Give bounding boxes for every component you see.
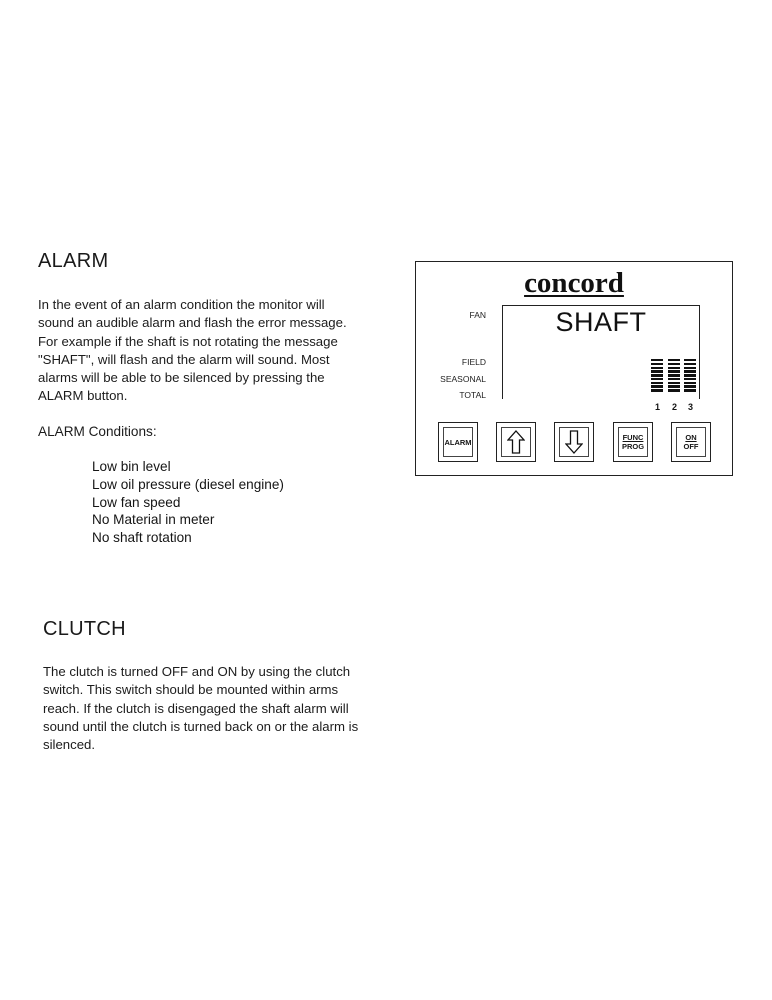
alarm-condition-item: Low fan speed: [92, 494, 181, 510]
func-prog-button[interactable]: [613, 422, 653, 462]
bar-segment: [668, 385, 680, 387]
channel-label-3: 3: [688, 402, 694, 412]
down-arrow-icon: [565, 430, 583, 454]
brand-logo: concord: [524, 267, 624, 299]
bar-segment: [668, 389, 680, 391]
alarm-heading: ALARM: [38, 250, 109, 272]
alarm-button-label: ALARM: [444, 437, 472, 447]
channel-label-2: 2: [672, 402, 678, 412]
bar-segment: [684, 378, 696, 380]
bar-segment: [684, 359, 696, 361]
bar-segment: [684, 374, 696, 376]
alarm-conditions-list: [92, 458, 284, 547]
bar-graph-channel-3: [684, 359, 696, 392]
alarm-conditions-title: ALARM Conditions:: [38, 424, 157, 439]
clutch-paragraph: [43, 663, 358, 754]
bar-segment: [651, 374, 663, 376]
down-button[interactable]: [554, 422, 594, 462]
bar-segment: [668, 370, 680, 372]
lcd-display: [502, 305, 700, 399]
up-arrow-icon: [507, 430, 525, 454]
alarm-paragraph-line: sound an audible alarm and flash the error message.: [38, 315, 347, 331]
total-label: TOTAL: [459, 390, 486, 400]
alarm-paragraph: [38, 296, 347, 406]
alarm-paragraph-line: For example if the shaft is not rotating the message: [38, 333, 338, 349]
alarm-paragraph-line: alarms will be able to be silenced by pressing the: [38, 370, 325, 386]
down-button-face: [559, 427, 589, 457]
bar-segment: [684, 363, 696, 365]
bar-segment: [668, 378, 680, 380]
bar-segment: [651, 389, 663, 391]
on-off-button[interactable]: [671, 422, 711, 462]
alarm-paragraph-line: In the event of an alarm condition the monitor will: [38, 297, 325, 312]
up-button-face: [501, 427, 531, 457]
bar-segment: [668, 367, 680, 369]
clutch-heading: CLUTCH: [43, 618, 126, 640]
alarm-paragraph-line: ALARM button.: [38, 388, 128, 404]
bar-segment: [668, 363, 680, 365]
clutch-paragraph-line: switch. This switch should be mounted within arms: [43, 682, 339, 698]
alarm-button[interactable]: [438, 422, 478, 462]
bar-graph-channel-1: [651, 359, 663, 392]
bar-segment: [651, 359, 663, 361]
on-off-button-face: [676, 427, 706, 457]
bar-segment: [668, 359, 680, 361]
bar-segment: [684, 367, 696, 369]
prog-label: PROG: [621, 442, 645, 451]
channel-label-1: 1: [655, 402, 661, 412]
fan-label: FAN: [469, 310, 486, 320]
clutch-paragraph-line: reach. If the clutch is disengaged the shaft alarm will: [43, 700, 349, 716]
bar-segment: [668, 382, 680, 384]
seasonal-label: SEASONAL: [440, 374, 486, 384]
bar-segment: [668, 374, 680, 376]
bar-segment: [684, 382, 696, 384]
bar-graph-channel-2: [668, 359, 680, 392]
off-label: OFF: [683, 442, 699, 451]
bar-segment: [651, 385, 663, 387]
monitor-panel: [415, 261, 733, 476]
bar-segment: [651, 382, 663, 384]
bar-segment: [684, 389, 696, 391]
alarm-condition-item: No Material in meter: [92, 512, 215, 528]
up-button[interactable]: [496, 422, 536, 462]
clutch-paragraph-line: The clutch is turned OFF and ON by using the clutch: [43, 664, 351, 679]
display-message: SHAFT: [555, 307, 647, 337]
bar-segment: [651, 363, 663, 365]
bar-segment: [684, 370, 696, 372]
alarm-condition-item: Low oil pressure (diesel engine): [92, 476, 284, 492]
field-label: FIELD: [461, 357, 486, 367]
func-label: FUNC: [622, 433, 644, 442]
bar-segment: [684, 385, 696, 387]
bar-segment: [651, 370, 663, 372]
bar-segment: [651, 367, 663, 369]
alarm-condition-item: Low bin level: [92, 459, 171, 474]
alarm-paragraph-line: "SHAFT", will flash and the alarm will sound. Most: [38, 351, 330, 367]
alarm-condition-item: No shaft rotation: [92, 530, 192, 546]
alarm-button-face: [443, 427, 473, 457]
on-label: ON: [685, 433, 697, 442]
clutch-paragraph-line: sound until the clutch is turned back on or the alarm is: [43, 718, 359, 734]
clutch-paragraph-line: silenced.: [43, 737, 96, 753]
func-prog-button-face: [618, 427, 648, 457]
bar-segment: [651, 378, 663, 380]
